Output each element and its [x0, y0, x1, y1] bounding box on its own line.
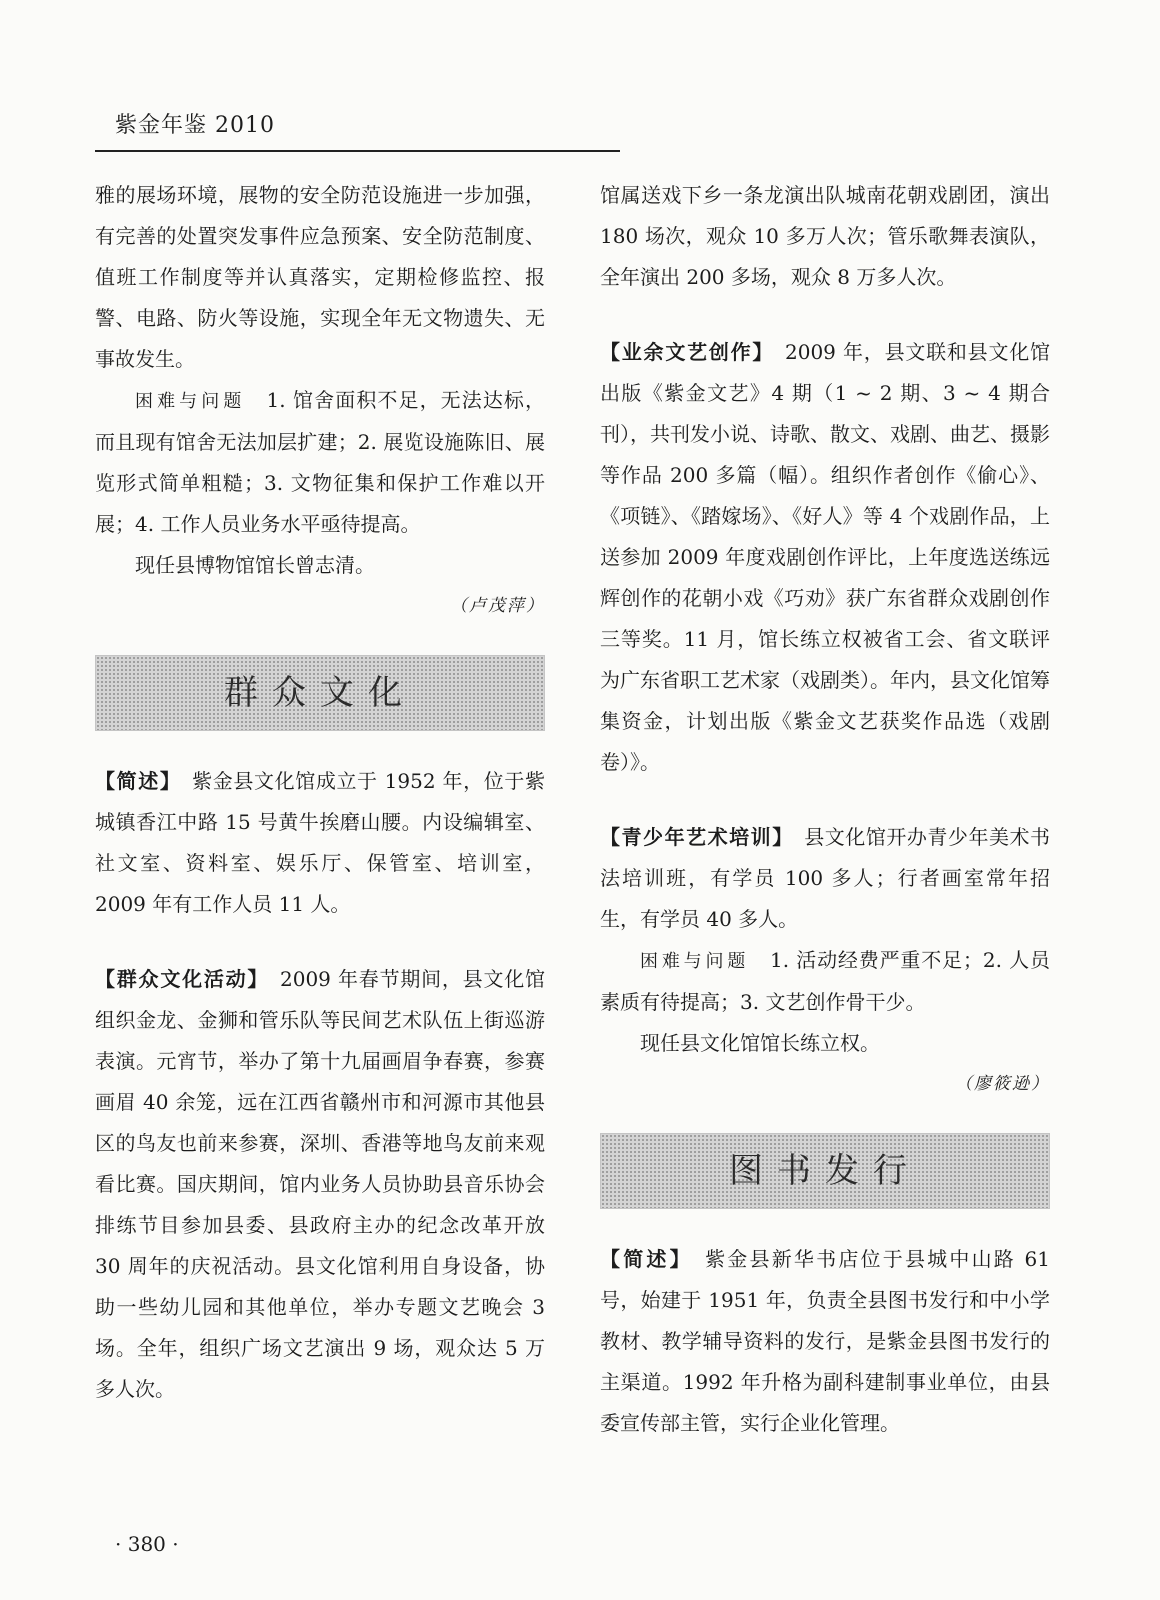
section-heading-box	[600, 1133, 1050, 1209]
entry-text: 紫金县文化馆成立于 1952 年，位于紫城镇香江中路 15 号黄牛挨磨山腰。内设编辑室、社文室、资料室、娱乐厅、保管室、培训室，2009 年有工作人员 11 人。	[95, 769, 546, 916]
entry-text: 2009 年春节期间，县文化馆组织金龙、金狮和管乐队等民间艺术队伍上街巡游表演。元宵节，举办了第十九届画眉争春赛，参赛画眉 40 余笼，远在江西省赣州市和河源市其他县区的鸟友也前来参赛，深圳、香港等地鸟友前来观看比赛。国庆期间，馆内业务人员协助县音乐协会排练节目参加县委、县政府主办的纪念改革开放 30 周年的庆祝活动。县文化馆利用自身设备，协助一些幼儿园和其他单位，举办专题文艺晚会 3 场。全年，组织广场文艺演出 9 场，观众达 5 万多人次。	[95, 967, 546, 1401]
entry-paragraph	[600, 1239, 1050, 1444]
entry-paragraph	[95, 761, 545, 925]
page-number: · 380 ·	[115, 1532, 179, 1556]
entry-text: 2009 年，县文联和县文化馆出版《紫金文艺》4 期（1 ~ 2 期、3 ~ 4 期合刊），共刊发小说、诗歌、散文、戏剧、曲艺、摄影等作品 200 多篇（幅）。组织作者创作《偷心》、《项链》、《踏嫁场》、《好人》等 4 个戏剧作品，上送参加 2009 年度戏剧创作评比，上年度选送练远辉创作的花朝小戏《巧劝》获广东省群众戏剧创作三等奖。11 月，馆长练立权被省工会、省文联评为广东省职工艺术家（戏剧类）。年内，县文化馆筹集资金，计划出版《紫金文艺获奖作品选（戏剧卷）》。	[600, 340, 1051, 774]
entry-label: 【青少年艺术培训】	[600, 825, 784, 849]
paragraph: 雅的展场环境，展物的安全防范设施进一步加强，有完善的处置突发事件应急预案、安全防范制度、值班工作制度等并认真落实，定期检修监控、报警、电路、防火等设施，实现全年无文物遗失、无事故发生。	[95, 183, 545, 371]
entry-paragraph	[95, 959, 545, 1410]
problems-text: 1. 馆舍面积不足，无法达标，而且现有馆舍无法加层扩建；2. 展览设施陈旧、展览形式简单粗糙；3. 文物征集和保护工作难以开展；4. 工作人员业务水平亟待提高。	[95, 388, 546, 536]
paragraph: 馆属送戏下乡一条龙演出队城南花朝戏剧团，演出 180 场次，观众 10 多万人次；管乐歌舞表演队，全年演出 200 多场，观众 8 万多人次。	[600, 183, 1050, 289]
problems-paragraph	[95, 380, 545, 545]
right-column	[600, 175, 1050, 1444]
byline: （卢茂萍）	[450, 596, 545, 616]
entry-label: 【简述】	[600, 1247, 683, 1271]
director-line: 现任县文化馆馆长练立权。	[640, 1031, 880, 1055]
entry-text: 县文化馆开办青少年美术书法培训班，有学员 100 多人；行者画室常年招生，有学员 40 多人。	[600, 825, 1051, 931]
entry-paragraph	[600, 332, 1050, 783]
entry-text: 紫金县新华书店位于县城中山路 61 号，始建于 1951 年，负责全县图书发行和中小学教材、教学辅导资料的发行，是紫金县图书发行的主渠道。1992 年升格为副科建制事业单位，由县委宣传部主管，实行企业化管理。	[600, 1247, 1051, 1435]
entry-label: 【群众文化活动】	[95, 967, 260, 991]
section-title: 群众文化	[224, 672, 416, 713]
left-column	[95, 175, 545, 1410]
entry-paragraph	[600, 817, 1050, 940]
director-line: 现任县博物馆馆长曾志清。	[135, 553, 375, 577]
header-rule	[95, 150, 620, 152]
entry-label: 【业余文艺创作】	[600, 340, 765, 364]
section-title: 图书发行	[729, 1150, 921, 1191]
problems-paragraph	[600, 940, 1050, 1023]
problems-text: 1. 活动经费严重不足；2. 人员素质有待提高；3. 文艺创作骨干少。	[600, 948, 1051, 1014]
problems-label: 困难与问题	[640, 951, 750, 972]
problems-label: 困难与问题	[135, 391, 246, 412]
section-heading-box	[95, 655, 545, 731]
running-title: 紫金年鉴 2010	[115, 113, 275, 138]
byline: （廖筱逊）	[955, 1074, 1050, 1094]
entry-label: 【简述】	[95, 769, 172, 793]
